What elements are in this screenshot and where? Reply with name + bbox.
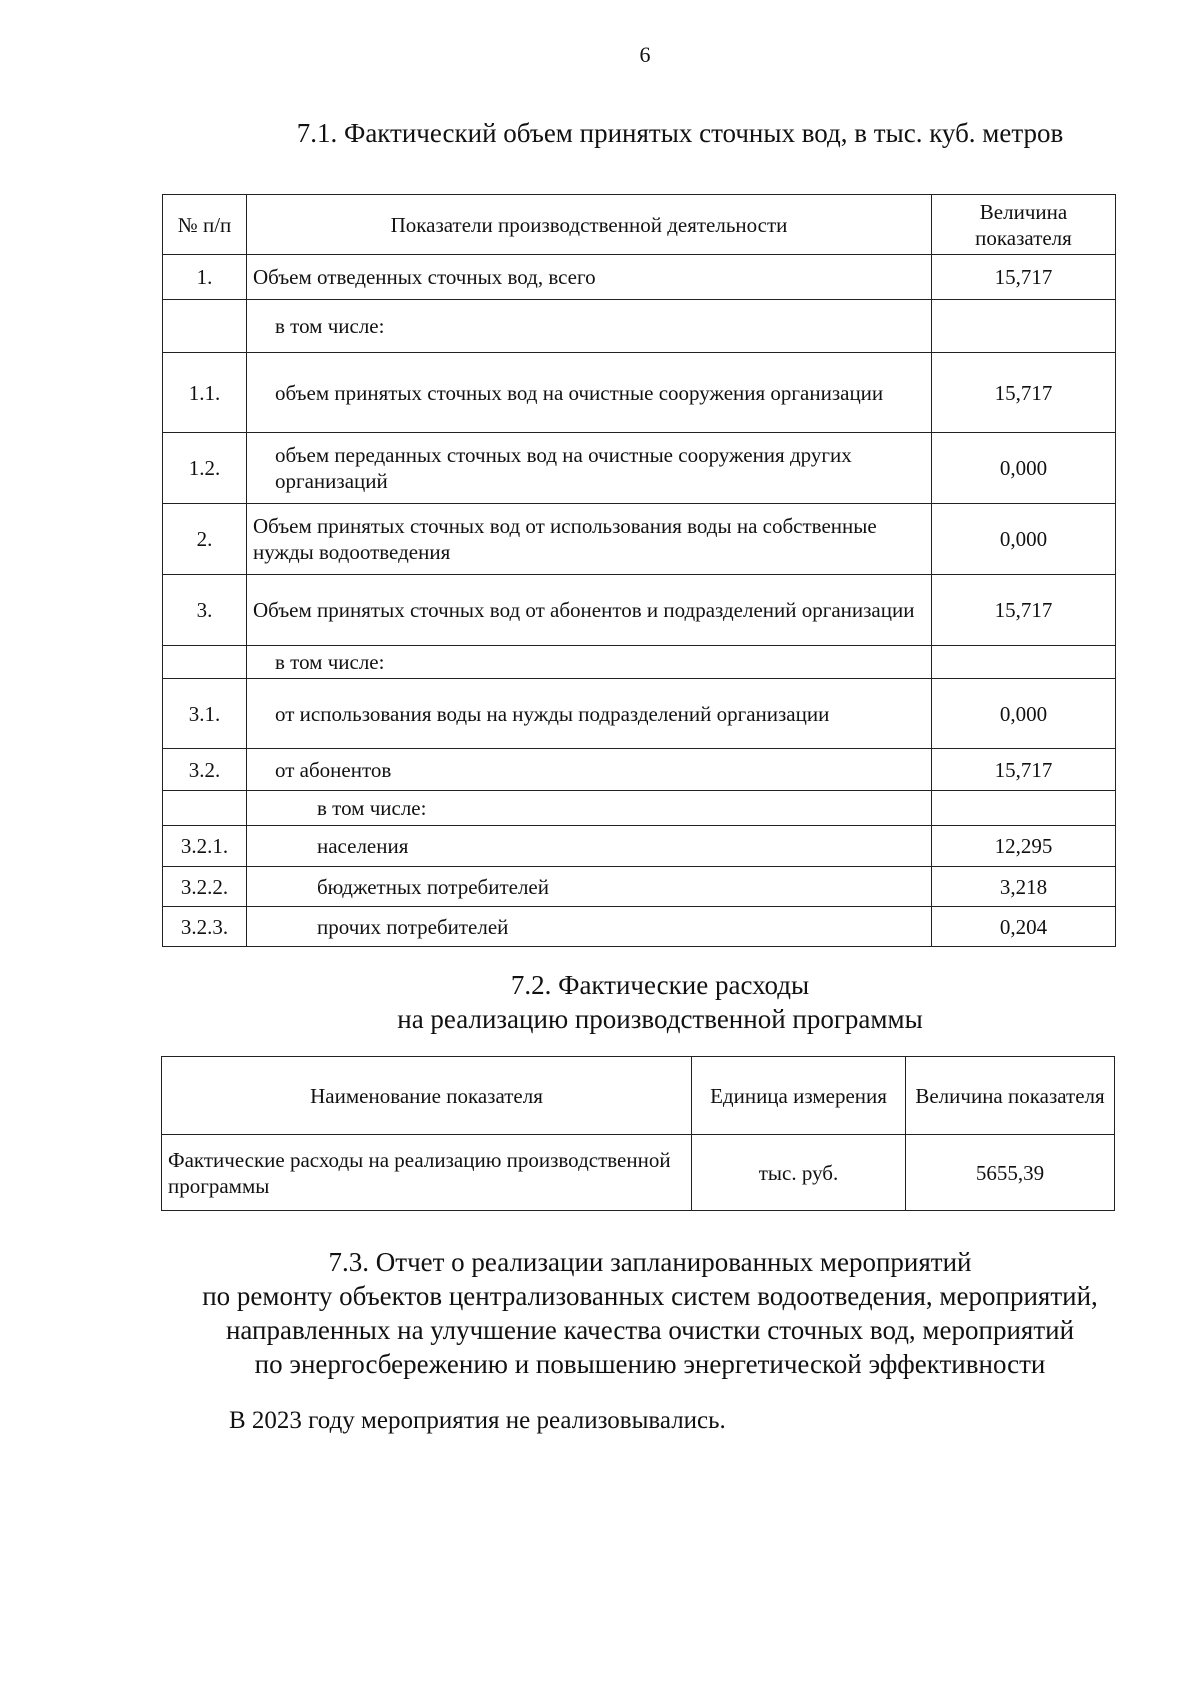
section-7-3-text: В 2023 году мероприятия не реализовывались. — [229, 1407, 726, 1434]
table-row — [163, 353, 1116, 433]
row-number: 1.2. — [163, 433, 247, 504]
row-value — [932, 300, 1116, 353]
table-header-row — [163, 195, 1116, 255]
row-name: от абонентов — [247, 749, 932, 791]
page-number: 6 — [639, 42, 651, 67]
row-value: 15,717 — [932, 255, 1116, 300]
header-number: № п/п — [163, 195, 247, 255]
row-number: 3. — [163, 575, 247, 646]
table-row — [163, 255, 1116, 300]
table-row — [163, 575, 1116, 646]
row-name: Объем принятых сточных вод от абонентов и подразделений организации — [247, 575, 932, 646]
row-unit: тыс. руб. — [692, 1135, 906, 1211]
row-value: 0,000 — [932, 504, 1116, 575]
table-row — [162, 1135, 1115, 1211]
section-7-3-title-line4: по энергосбережению и повышению энергетической эффективности — [254, 1349, 1046, 1379]
row-name: в том числе: — [247, 791, 932, 826]
row-name: объем переданных сточных вод на очистные сооружения других организаций — [247, 433, 932, 504]
row-value: 0,000 — [932, 679, 1116, 749]
header-value: Величина показателя — [932, 195, 1116, 255]
row-number: 2. — [163, 504, 247, 575]
table-row — [163, 749, 1116, 791]
row-number: 3.2.1. — [163, 826, 247, 867]
row-number: 3.1. — [163, 679, 247, 749]
row-name: бюджетных потребителей — [247, 867, 932, 907]
row-value: 15,717 — [932, 353, 1116, 433]
row-value: 5655,39 — [906, 1135, 1115, 1211]
row-number: 3.2. — [163, 749, 247, 791]
header-indicator-name: Наименование показателя — [162, 1057, 692, 1135]
table-row — [163, 646, 1116, 679]
section-7-2-title-line1: 7.2. Фактические расходы — [510, 970, 810, 1000]
row-value: 15,717 — [932, 749, 1116, 791]
table-row — [163, 504, 1116, 575]
table-row — [163, 826, 1116, 867]
table-row — [163, 679, 1116, 749]
wastewater-volume-table — [162, 194, 1116, 947]
row-value — [932, 791, 1116, 826]
section-7-2-title-line2: на реализацию производственной программы — [397, 1004, 923, 1034]
row-name: Фактические расходы на реализацию производственной программы — [162, 1135, 692, 1211]
section-7-3-title-line1: 7.3. Отчет о реализации запланированных мероприятий — [328, 1247, 972, 1277]
section-7-3-title-line3: направленных на улучшение качества очистки сточных вод, мероприятий — [225, 1315, 1075, 1345]
row-name: в том числе: — [247, 646, 932, 679]
table-header-row — [162, 1057, 1115, 1135]
row-value: 0,204 — [932, 907, 1116, 947]
section-7-3-title — [150, 1245, 1150, 1381]
row-number — [163, 300, 247, 353]
section-7-3-title-line2: по ремонту объектов централизованных систем водоотведения, мероприятий, — [202, 1281, 1098, 1311]
section-7-2-title — [360, 968, 960, 1036]
row-name: Объем принятых сточных вод от использования воды на собственные нужды водоотведения — [247, 504, 932, 575]
row-name: от использования воды на нужды подразделений организации — [247, 679, 932, 749]
row-name: объем принятых сточных вод на очистные сооружения организации — [247, 353, 932, 433]
row-value: 0,000 — [932, 433, 1116, 504]
row-number — [163, 646, 247, 679]
table-row — [163, 867, 1116, 907]
row-name: прочих потребителей — [247, 907, 932, 947]
table-row — [163, 433, 1116, 504]
header-unit: Единица измерения — [692, 1057, 906, 1135]
row-value: 3,218 — [932, 867, 1116, 907]
row-number: 1. — [163, 255, 247, 300]
table-row — [163, 791, 1116, 826]
row-number: 3.2.2. — [163, 867, 247, 907]
row-name: Объем отведенных сточных вод, всего — [247, 255, 932, 300]
section-7-1-title: 7.1. Фактический объем принятых сточных вод, в тыс. куб. метров — [296, 118, 1064, 148]
row-number: 3.2.3. — [163, 907, 247, 947]
row-value: 12,295 — [932, 826, 1116, 867]
table-row — [163, 300, 1116, 353]
row-value — [932, 646, 1116, 679]
row-value: 15,717 — [932, 575, 1116, 646]
row-name: населения — [247, 826, 932, 867]
row-number: 1.1. — [163, 353, 247, 433]
header-value: Величина показателя — [906, 1057, 1115, 1135]
header-indicator: Показатели производственной деятельности — [247, 195, 932, 255]
row-number — [163, 791, 247, 826]
program-expenses-table — [161, 1056, 1115, 1211]
row-name: в том числе: — [247, 300, 932, 353]
table-row — [163, 907, 1116, 947]
